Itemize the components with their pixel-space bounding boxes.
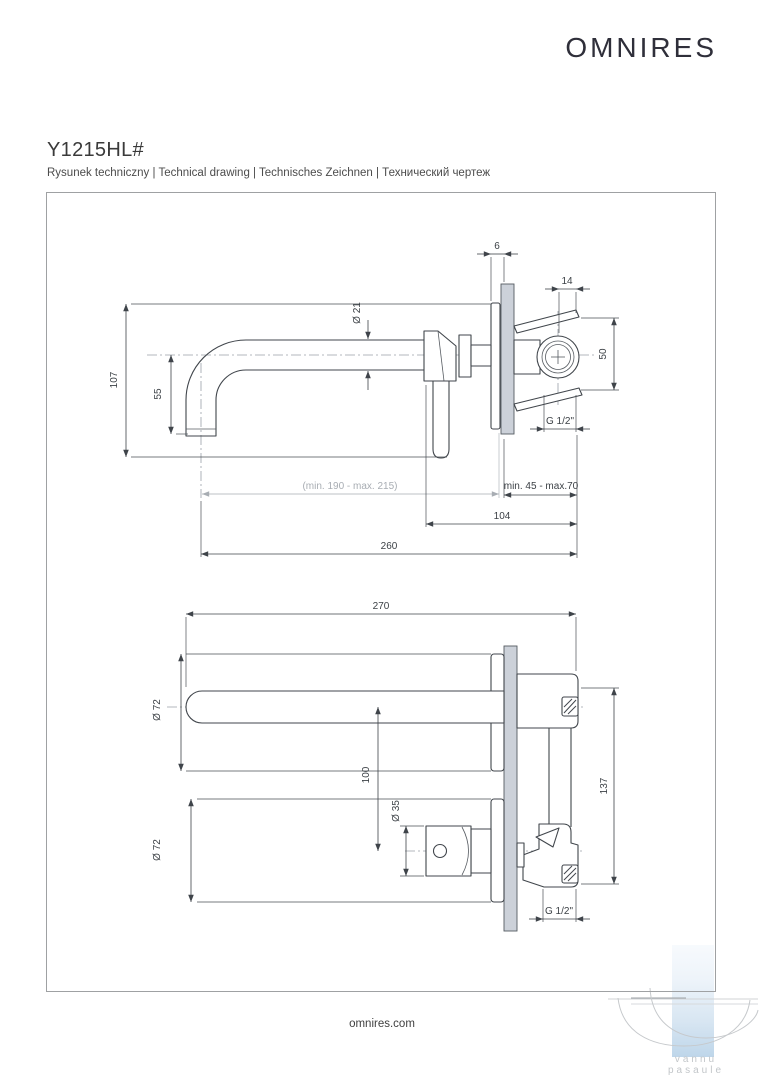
drawing-subtitle: Rysunek techniczny | Technical drawing | Technisches Zeichnen | Технический чертеж: [47, 167, 491, 179]
front-view-handle: [426, 826, 491, 876]
dim-label-dia35: Ø 35: [391, 800, 402, 822]
front-view-rosette-handle: [491, 799, 504, 902]
side-view-wall: [501, 284, 514, 434]
dim-axis-spacing-100: [361, 707, 378, 851]
front-view: [152, 601, 619, 931]
side-view-handle-lever: [433, 381, 449, 458]
dim-label-dia72-top: Ø 72: [152, 699, 163, 721]
drawing-frame: [46, 192, 716, 992]
front-view-pipe: [549, 728, 571, 831]
dim-label-reach-range: (min. 190 - max. 215): [302, 481, 398, 492]
watermark-line2: pasaule: [667, 1065, 725, 1076]
dim-reach-range: [202, 433, 499, 498]
dim-label-6: 6: [494, 241, 500, 252]
dim-spout-drop-55: [153, 355, 188, 434]
product-code: Y1215HL#: [47, 139, 144, 161]
dim-label-107: 107: [109, 371, 120, 389]
dim-label-55: 55: [153, 388, 164, 400]
dim-depth-range: [504, 435, 579, 558]
dim-thread-g12-front: [529, 889, 590, 922]
front-view-spout: [186, 691, 504, 723]
dim-label-260: 260: [380, 541, 398, 552]
dim-spout-diameter-21: [352, 302, 368, 390]
dim-label-270: 270: [372, 601, 390, 612]
dim-total-reach-260: [201, 501, 577, 557]
side-view-valve: [514, 310, 582, 411]
dim-valve-span-137: [581, 688, 619, 884]
dim-label-137: 137: [599, 777, 610, 795]
watermark-text: [636, 1054, 756, 1076]
dim-valve-height-50: [581, 318, 619, 390]
dim-label-dia21: Ø 21: [352, 302, 363, 324]
dim-label-50: 50: [598, 348, 609, 360]
front-view-center-lines: [167, 707, 583, 851]
technical-drawing: [47, 193, 715, 991]
front-view-valve-upper: [517, 674, 578, 728]
dim-label-104: 104: [493, 511, 511, 522]
dim-label-g12-front: G 1/2": [544, 906, 574, 917]
side-view-spout: [186, 340, 424, 436]
side-view: [109, 241, 619, 558]
dim-label-depth-range: min. 45 - max.70: [503, 481, 579, 492]
side-view-body: [424, 331, 491, 381]
footer-url: omnires.com: [349, 1018, 415, 1030]
front-view-wall: [504, 646, 517, 931]
dim-label-g12-side: G 1/2": [545, 416, 575, 427]
front-view-valve-lower: [517, 824, 578, 887]
side-view-rosette: [491, 303, 500, 429]
watermark-line1: vannu: [674, 1054, 718, 1065]
dim-label-dia72-bottom: Ø 72: [152, 839, 163, 861]
brand-logo: OMNIRES: [565, 32, 717, 63]
dim-handle-diameter-35: [391, 800, 424, 876]
dim-label-100: 100: [361, 766, 372, 784]
dim-label-14: 14: [561, 276, 573, 287]
